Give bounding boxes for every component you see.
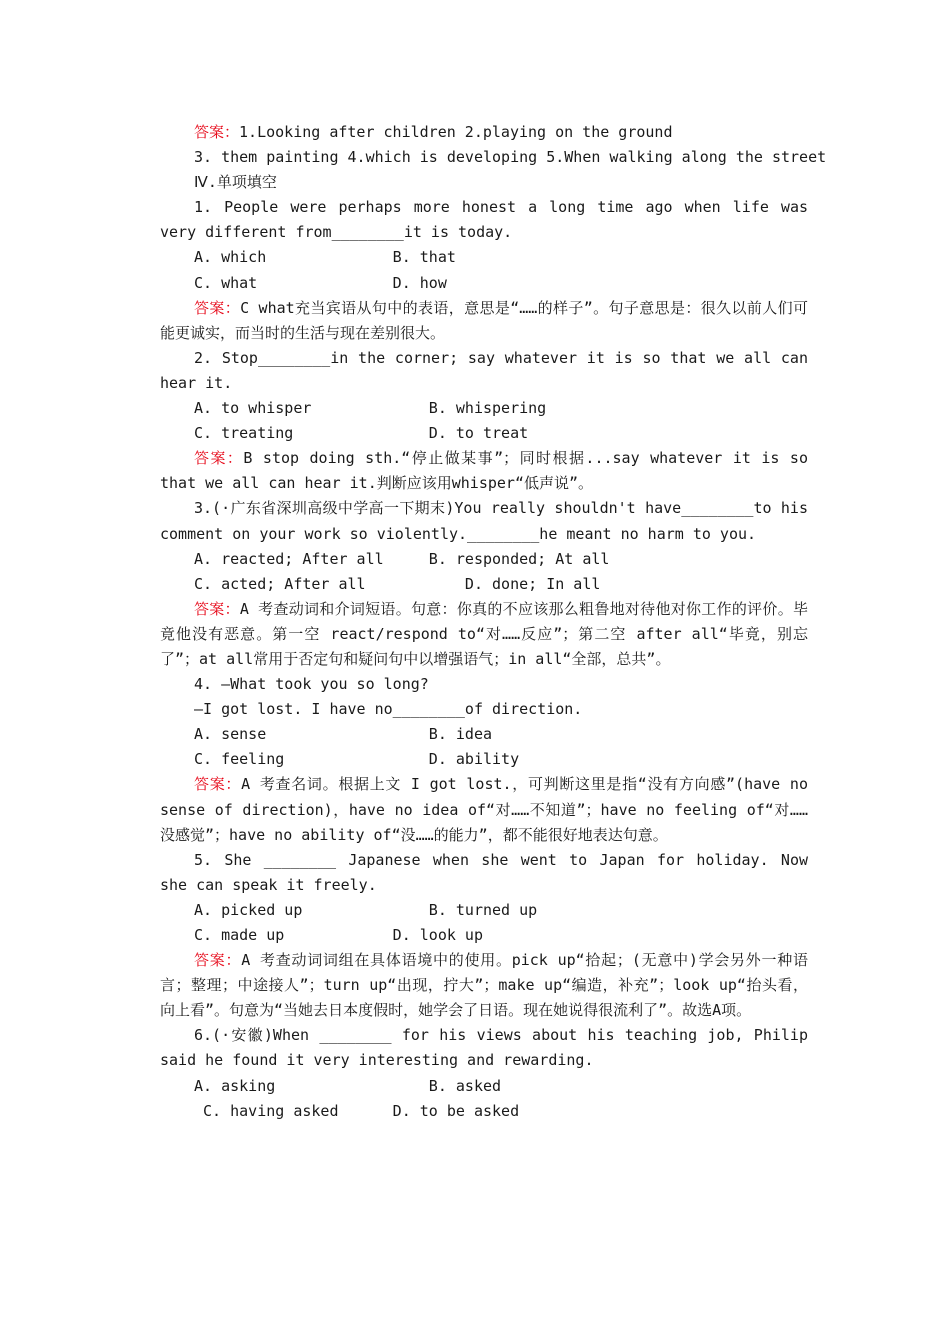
- options-row: A. to whisper B. whispering: [194, 399, 547, 418]
- answer-text: A 考查动词词组在具体语境中的使用。pick up“拾起；(无意中)学会另外一种语言；整理；中途接人”；turn up“出现，拧大”；make up“编造，补充”；look up“抬头看，向上看”。句意为“当她去日本度假时，她学会了日语。现在她说得很流利了”。故选A项。: [160, 951, 808, 1020]
- answer-explanation: [160, 948, 808, 1023]
- answer-explanation: [160, 296, 808, 346]
- answer-text: A 考查名词。根据上文 I got lost.，可判断这里是指“没有方向感”(have no sense of direction)，have no idea of“对……不知道”；have no feeling of“对……没感觉”；have no ability of“没……的能力”，都不能很好地表达句意。: [160, 775, 808, 844]
- options-row: A. reacted; After all B. responded; At all: [194, 549, 610, 568]
- options-row: C. made up D. look up: [194, 926, 483, 944]
- options-row: C. acted; After all D. done; In all: [194, 574, 601, 593]
- options-row: A. sense B. idea: [194, 725, 493, 744]
- question-stem: 5. She ________ Japanese when she went to Japan for holiday. Now she can speak it freely.: [160, 850, 808, 894]
- options-row: A. picked up B. turned up: [194, 900, 538, 919]
- question-stem: 2. Stop________in the corner; say whatever it is so that we all can hear it.: [160, 348, 808, 392]
- options-row: A. which B. that: [194, 248, 456, 267]
- answer-label: 答案：: [194, 599, 240, 618]
- answer-label: 答案：: [194, 775, 242, 794]
- question-stem: 1. People were perhaps more honest a long time ago when life was very different from________it is today.: [160, 198, 808, 242]
- answer-text: 1.Looking after children 2.playing on the ground: [239, 123, 673, 141]
- section-title: Ⅳ.单项填空: [194, 173, 277, 192]
- question-stem: 6.(·安徽)When ________ for his views about his teaching job, Philip said he found it very interesting and rewarding.: [160, 1026, 808, 1070]
- options-row: C. treating D. to treat: [194, 424, 529, 443]
- answer-text: C what充当宾语从句中的表语，意思是“……的样子”。句子意思是：很久以前人们可能更诚实，而当时的生活与现在差别很大。: [160, 298, 808, 342]
- answer-explanation: [160, 597, 808, 672]
- answer-explanation: [160, 772, 808, 847]
- options-row: C. what D. how: [194, 273, 447, 292]
- options-row: C. having asked D. to be asked: [194, 1101, 520, 1120]
- answer-text: B stop doing sth.“停止做某事”；同时根据...say whatever it is so that we all can hear it.判断应该用whisper“低声说”。: [160, 449, 808, 493]
- options-row: A. asking B. asked: [194, 1076, 502, 1095]
- answer-line: 3. them painting 4.which is developing 5.When walking along the street: [194, 148, 827, 167]
- answer-label: 答案：: [194, 951, 242, 970]
- answer-label: 答案：: [194, 123, 240, 141]
- answer-text: A 考查动词和介词短语。句意：你真的不应该那么粗鲁地对待他对你工作的评价。毕竟他没有恶意。第一空 react/respond to“对……反应”；第二空 after all“毕竟，别忘了”；at all常用于否定句和疑问句中以增强语气；in all“全部，总共”。: [160, 599, 808, 668]
- document-page: [160, 120, 827, 1124]
- answer-label: 答案：: [194, 298, 241, 317]
- options-row: C. feeling D. ability: [194, 750, 520, 769]
- answer-label: 答案：: [194, 449, 244, 468]
- question-stem: 3.(·广东省深圳高级中学高一下期末)You really shouldn't have________to his comment on your work so violently.________he meant no harm to you.: [160, 499, 808, 543]
- question-stem-reply: —I got lost. I have no________of direction.: [194, 700, 583, 719]
- answer-line: [160, 120, 808, 145]
- answer-explanation: [160, 446, 808, 496]
- question-stem: 4. —What took you so long?: [194, 675, 429, 694]
